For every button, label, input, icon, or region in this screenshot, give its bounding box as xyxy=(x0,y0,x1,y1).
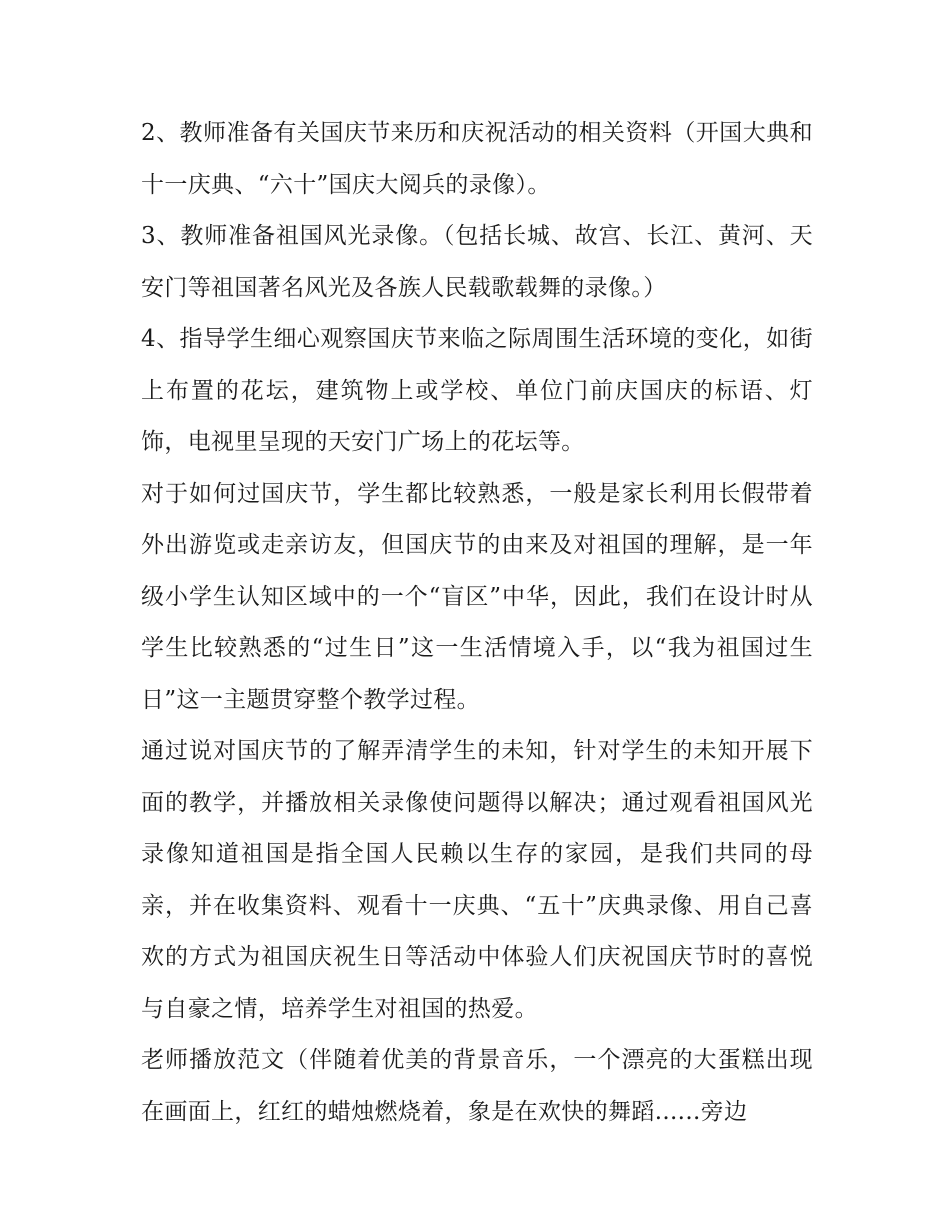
document-body xyxy=(141,108,813,1138)
paragraph-teacher-plays-sample: 老师播放范文（伴随着优美的背景音乐，一个漂亮的大蛋糕出现在画面上，红红的蜡烛燃烧着，象是在欢快的舞蹈......旁边 xyxy=(141,1047,813,1125)
paragraph-item-2-materials: 2、教师准备有关国庆节来历和庆祝活动的相关资料（开国大典和十一庆典、“六十”国庆大阅兵的录像）。 xyxy=(141,120,813,198)
paragraph-teaching-process: 通过说对国庆节的了解弄清学生的未知，针对学生的未知开展下面的教学，并播放相关录像使问题得以解决；通过观看祖国风光录像知道祖国是指全国人民赖以生存的家园，是我们共同的母亲，并在收集资料、观看十一庆典、“五十”庆典录像、用自己喜欢的方式为祖国庆祝生日等活动中体验人们庆祝国庆节时的喜悦与自豪之情，培养学生对祖国的热爱。 xyxy=(141,738,813,1022)
paragraph-design-rationale: 对于如何过国庆节，学生都比较熟悉，一般是家长利用长假带着外出游览或走亲访友，但国庆节的由来及对祖国的理解，是一年级小学生认知区域中的一个“盲区”中华，因此，我们在设计时从学生比较熟悉的“过生日”这一生活情境入手，以“我为祖国过生日”这一主题贯穿整个教学过程。 xyxy=(141,480,813,713)
paragraph-item-3-scenery-video: 3、教师准备祖国风光录像。（包括长城、故宫、长江、黄河、天安门等祖国著名风光及各族人民载歌载舞的录像。） xyxy=(141,223,813,301)
paragraph-item-4-observation: 4、指导学生细心观察国庆节来临之际周围生活环境的变化，如街上布置的花坛，建筑物上或学校、单位门前庆国庆的标语、灯饰，电视里呈现的天安门广场上的花坛等。 xyxy=(141,326,813,455)
